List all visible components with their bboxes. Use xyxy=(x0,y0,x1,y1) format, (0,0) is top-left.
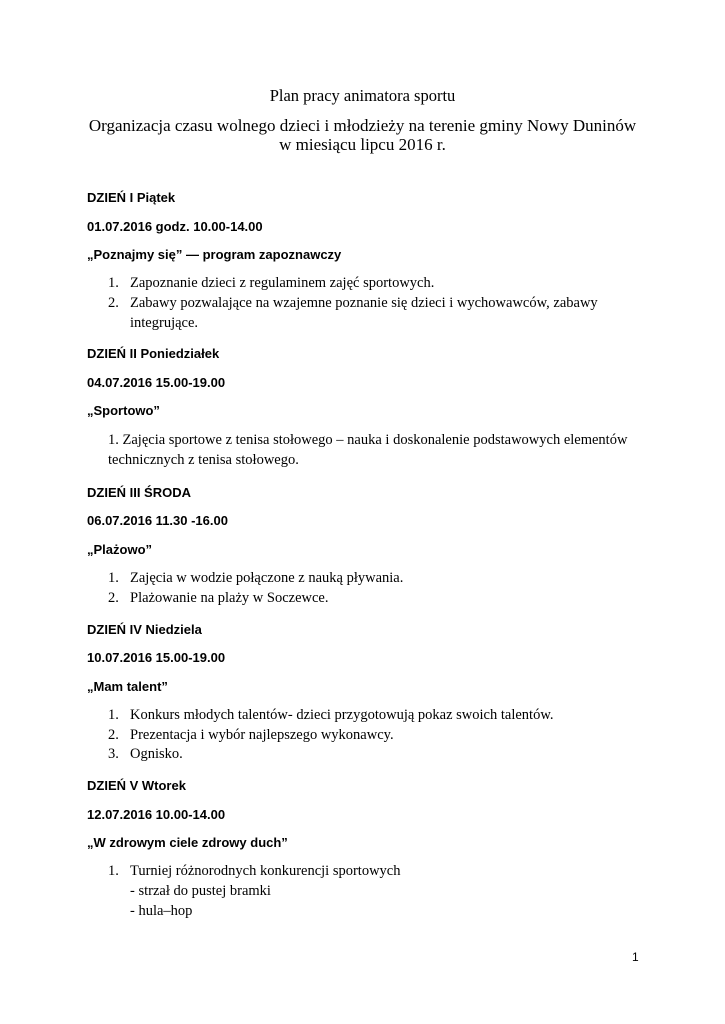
list-item-number: 3. xyxy=(108,746,119,762)
list-item-number: 1. xyxy=(108,275,119,291)
list-item: Zajęcia w wodzie połączone z nauką pływania. xyxy=(130,570,404,586)
document-subtitle-line1: Organizacja czasu wolnego dzieci i młodzieży na terenie gminy Nowy Duninów xyxy=(88,116,637,135)
day-date: 04.07.2016 15.00-19.00 xyxy=(87,375,226,390)
day-theme: „Mam talent” xyxy=(87,679,168,694)
list-item: Turniej różnorodnych konkurencji sportowych xyxy=(130,863,401,879)
day-heading: DZIEŃ II Poniedziałek xyxy=(87,346,220,361)
day-theme: „Sportowo” xyxy=(87,403,160,418)
list-item-number: 2. xyxy=(108,590,119,606)
list-item-number: 1. xyxy=(108,863,119,879)
day-theme: „Plażowo” xyxy=(87,542,153,557)
list-item: Prezentacja i wybór najlepszego wykonawcy. xyxy=(130,727,394,743)
list-item: Zabawy pozwalające na wzajemne poznanie się dzieci i wychowawców, zabawy xyxy=(130,295,598,311)
list-item: Ognisko. xyxy=(130,746,183,762)
list-item: 1. Zajęcia sportowe z tenisa stołowego – nauka i doskonalenie podstawowych elementów xyxy=(108,432,628,448)
day-date: 12.07.2016 10.00-14.00 xyxy=(87,807,226,822)
day-date: 01.07.2016 godz. 10.00-14.00 xyxy=(87,219,263,234)
list-subitem: - strzał do pustej bramki xyxy=(130,883,271,899)
list-item-continuation: technicznych z tenisa stołowego. xyxy=(108,452,299,468)
page-number: 1 xyxy=(632,950,639,964)
list-subitem: - hula–hop xyxy=(130,903,193,919)
day-heading: DZIEŃ I Piątek xyxy=(87,190,176,205)
list-item: Konkurs młodych talentów- dzieci przygotowują pokaz swoich talentów. xyxy=(130,707,554,723)
day-date: 06.07.2016 11.30 -16.00 xyxy=(87,513,228,528)
list-item-number: 1. xyxy=(108,707,119,723)
list-item-number: 1. xyxy=(108,570,119,586)
day-theme: „Poznajmy się” — program zapoznawczy xyxy=(87,247,342,262)
day-heading: DZIEŃ IV Niedziela xyxy=(87,622,202,637)
document-subtitle-line2: w miesiącu lipcu 2016 r. xyxy=(279,135,446,154)
day-theme: „W zdrowym ciele zdrowy duch” xyxy=(87,835,288,850)
document-title: Plan pracy animatora sportu xyxy=(269,86,456,105)
day-heading: DZIEŃ V Wtorek xyxy=(87,778,186,793)
day-date: 10.07.2016 15.00-19.00 xyxy=(87,650,226,665)
list-item-number: 2. xyxy=(108,727,119,743)
list-item-continuation: integrujące. xyxy=(130,315,199,331)
list-item-number: 2. xyxy=(108,295,119,311)
day-heading: DZIEŃ III ŚRODA xyxy=(87,485,192,500)
list-item: Plażowanie na plaży w Soczewce. xyxy=(130,590,329,606)
list-item: Zapoznanie dzieci z regulaminem zajęć sportowych. xyxy=(130,275,435,291)
